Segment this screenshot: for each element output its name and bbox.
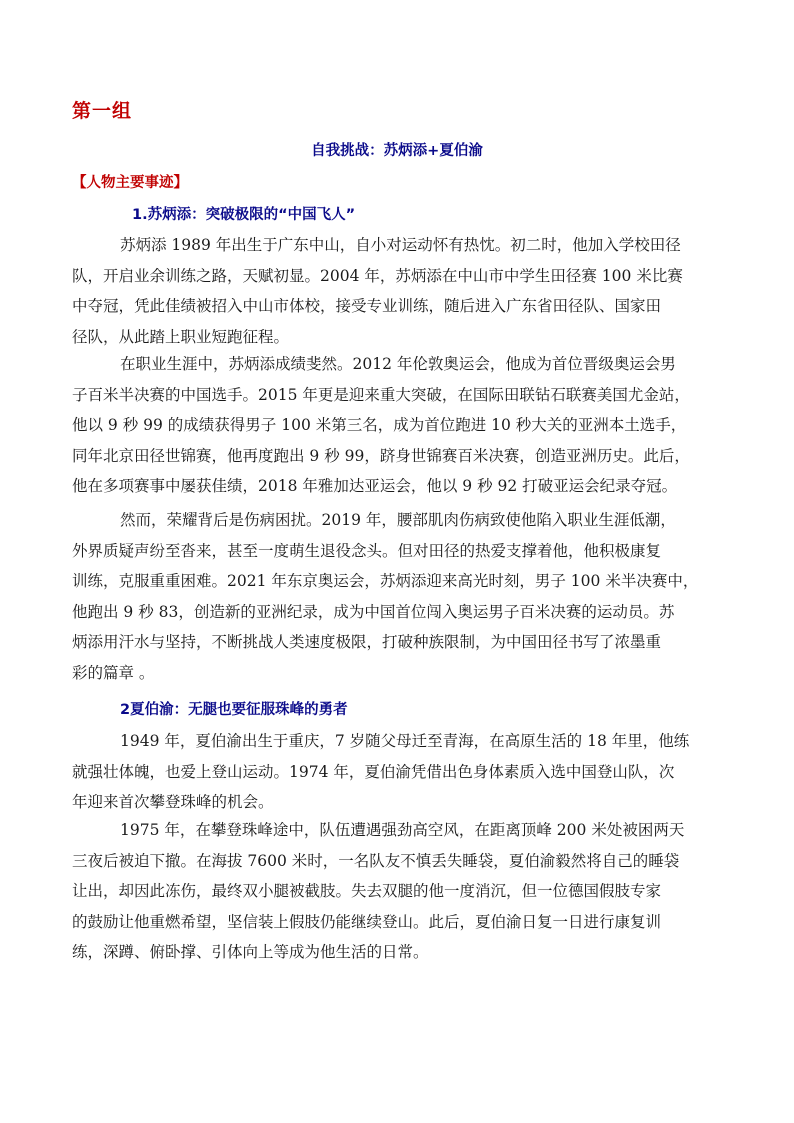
paragraph-line: 径队，从此踏上职业短跑征程。 (72, 327, 290, 346)
paragraph-line: 他以 9 秒 99 的成绩获得男子 100 米第三名，成为首位跑进 10 秒大关的亚洲本土选手， (72, 416, 687, 434)
paragraph-line: 年迎来首次攀登珠峰的机会。 (72, 793, 274, 811)
paragraph-line: 就强壮体魄，也爱上登山运动。1974 年，夏伯渝凭借出色身体素质入选中国登山队，次 (72, 762, 675, 781)
paragraph-line: 的鼓励让他重燃希望，坚信装上假肢仍能继续登山。此后，夏伯渝日复一日进行康复训 (72, 912, 662, 931)
paragraph-line: 1975 年，在攀登珠峰途中，队伍遭遇强劲高空风，在距离顶峰 200 米处被困两天 (120, 821, 685, 839)
paragraph-line: 他跑出 9 秒 83，创造新的亚洲纪录，成为中国首位闯入奥运男子百米决赛的运动员。苏 (72, 602, 675, 621)
heading-su-bingtian: 1.苏炳添：突破极限的“中国飞人” (132, 207, 356, 223)
paragraph-line: 队，开启业余训练之路，天赋初显。2004 年，苏炳添在中山市中学生田径赛 100 米比赛 (72, 266, 683, 285)
subtitle-text: 自我挑战：苏炳添+夏伯渝 (311, 143, 483, 159)
paragraph-line: 苏炳添 1989 年出生于广东中山，自小对运动怀有热忱。初二时，他加入学校田径 (120, 236, 681, 254)
paragraph-3 (72, 505, 720, 688)
paragraph-line: 训练，克服重重困难。2021 年东京奥运会，苏炳添迎来高光时刻，男子 100 米半决赛中， (72, 572, 699, 590)
paragraph-line: 同年北京田径世锦赛，他再度跑出 9 秒 99，跻身世锦赛百米决赛，创造亚洲历史。此后， (72, 446, 690, 465)
paragraph-line: 子百米半决赛的中国选手。2015 年更是迎来重大突破，在国际田联钻石联赛美国尤金站， (72, 385, 690, 404)
section-label: 【人物主要事迹】 (72, 175, 188, 191)
paragraph-line: 彩的篇章 。 (72, 663, 155, 682)
paragraph-line: 他在多项赛事中屡获佳绩，2018 年雅加达亚运会，他以 9 秒 92 打破亚运会纪录夺冠。 (72, 477, 678, 495)
paragraph-4 (72, 726, 720, 818)
paragraph-5 (72, 815, 720, 968)
paragraph-line: 中夺冠，凭此佳绩被招入中山市体校，接受专业训练，随后进入广东省田径队、国家田 (72, 297, 662, 315)
paragraph-line: 练，深蹲、俯卧撑、引体向上等成为他生活的日常。 (72, 943, 429, 961)
paragraph-line: 让出，却因此冻伤，最终双小腿被截肢。失去双腿的他一度消沉，但一位德国假肢专家 (72, 882, 662, 900)
group-title: 第一组 (72, 100, 133, 122)
paragraph-1 (72, 230, 720, 352)
heading-xia-boyu: 2夏伯渝：无腿也要征服珠峰的勇者 (120, 702, 348, 718)
paragraph-line: 1949 年，夏伯渝出生于重庆，7 岁随父母迁至青海，在高原生活的 18 年里，他练 (120, 732, 690, 750)
paragraph-line: 外界质疑声纷至沓来，甚至一度萌生退役念头。但对田径的热爱支撑着他，他积极康复 (72, 541, 662, 560)
paragraph-line: 然而，荣耀背后是伤病困扰。2019 年，腰部肌肉伤病致使他陷入职业生涯低潮， (120, 511, 676, 529)
paragraph-line: 炳添用汗水与坚持，不断挑战人类速度极限，打破种族限制，为中国田径书写了浓墨重 (72, 633, 662, 651)
paragraph-line: 三夜后被迫下撤。在海拔 7600 米时，一名队友不慎丢失睡袋，夏伯渝毅然将自己的睡袋 (72, 851, 680, 870)
paragraph-2 (72, 349, 720, 502)
document-subtitle (0, 139, 794, 160)
paragraph-line: 在职业生涯中，苏炳添成绩斐然。2012 年伦敦奥运会，他成为首位晋级奥运会男 (120, 355, 676, 373)
